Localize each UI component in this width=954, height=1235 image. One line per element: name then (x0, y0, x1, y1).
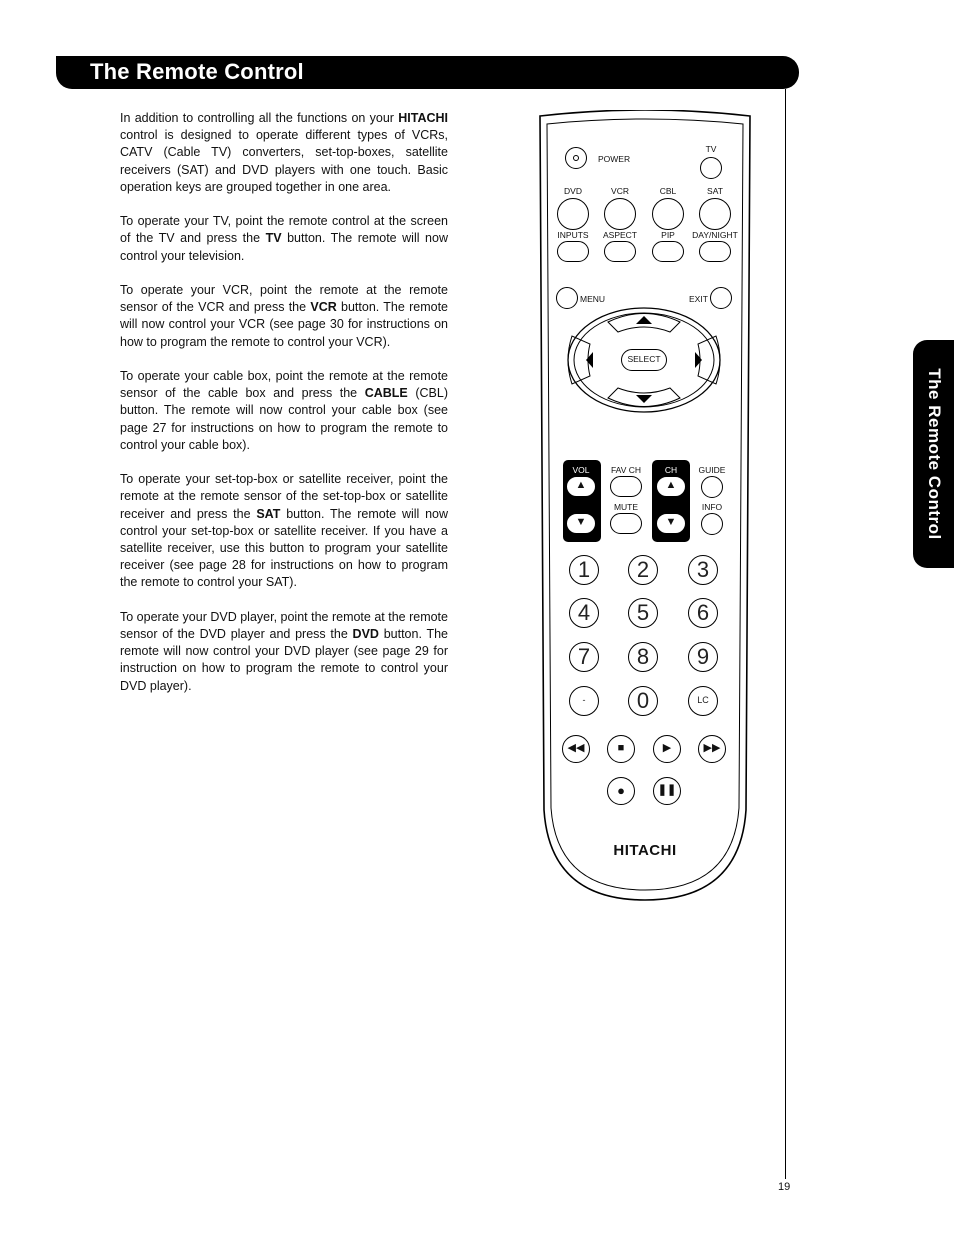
aspect-label: ASPECT (602, 230, 638, 240)
inputs-label: INPUTS (557, 230, 589, 240)
pip-label: PIP (661, 230, 675, 240)
sat-label: SAT (707, 186, 723, 196)
pause-icon[interactable]: ❚❚ (653, 777, 681, 805)
digit-1-button[interactable]: 1 (569, 555, 599, 585)
vol-down-button[interactable]: ▼ (566, 513, 596, 534)
mute-button[interactable] (610, 513, 642, 534)
tv-button[interactable] (700, 157, 722, 179)
fav-ch-label: FAV CH (610, 465, 642, 475)
vol-up-button[interactable]: ▲ (566, 476, 596, 497)
down-arrow-icon[interactable] (624, 388, 664, 412)
vol-label: VOL (572, 465, 590, 475)
digit-5-button[interactable]: 5 (628, 598, 658, 628)
ch-up-button[interactable]: ▲ (656, 476, 686, 497)
lc-button[interactable]: LC (688, 686, 718, 716)
dash-button[interactable]: - (569, 686, 599, 716)
rewind-icon[interactable]: ◀◀ (562, 735, 590, 763)
fast-forward-icon[interactable]: ▶▶ (698, 735, 726, 763)
power-icon (573, 155, 579, 161)
cbl-label: CBL (659, 186, 677, 196)
cbl-button[interactable] (652, 198, 684, 230)
menu-label: MENU (580, 294, 606, 304)
vertical-rule (785, 89, 786, 1179)
paragraph: To operate your TV, point the remote control at the screen of the TV and press the TV button. The remote will now control your television. (120, 214, 448, 263)
guide-button[interactable] (701, 476, 723, 498)
day-night-label: DAY/NIGHT (692, 230, 738, 240)
side-tab (913, 340, 954, 568)
digit-7-button[interactable]: 7 (569, 642, 599, 672)
ch-down-button[interactable]: ▼ (656, 513, 686, 534)
inputs-button[interactable] (557, 241, 589, 262)
dvd-button[interactable] (557, 198, 589, 230)
exit-label: EXIT (689, 294, 708, 304)
tv-label: TV (705, 144, 717, 154)
dvd-label: DVD (564, 186, 582, 196)
aspect-button[interactable] (604, 241, 636, 262)
paragraph: To operate your cable box, point the remote at the remote sensor of the cable box and press the CABLE (CBL) button. The remote will now control your cable box (see page 27 for instructions on how to program the remote to control your cable box). (120, 369, 448, 452)
page-number: 19 (778, 1181, 791, 1193)
select-button[interactable]: SELECT (621, 349, 667, 371)
remote-illustration (530, 110, 760, 910)
paragraph: To operate your set-top-box or satellite receiver, point the remote at the remote sensor of the set-top-box or satellite receiver and press the SAT button. The remote will now control your set-top-box or satellite receiver. If you have a satellite receiver, use this button to program your satellite receiver (see page 28 for instructions on how to program the remote to control your SAT). (120, 472, 448, 590)
remote-brand-logo: HITACHI (613, 842, 677, 859)
vcr-button[interactable] (604, 198, 636, 230)
day-night-button[interactable] (699, 241, 731, 262)
digit-3-button[interactable]: 3 (688, 555, 718, 585)
exit-button[interactable] (710, 287, 732, 309)
paragraph: In addition to controlling all the functions on your HITACHI control is designed to operate different types of VCRs, CATV (Cable TV) converters, set-top-boxes, satellite receivers (SAT) and DVD players with one touch. Basic operation keys are grouped together in one area. (120, 111, 448, 194)
side-tab-label: The Remote Control (924, 368, 944, 540)
digit-0-button[interactable]: 0 (628, 686, 658, 716)
page-header (56, 56, 799, 89)
stop-icon[interactable]: ■ (607, 735, 635, 763)
digit-6-button[interactable]: 6 (688, 598, 718, 628)
left-arrow-icon[interactable] (570, 340, 592, 380)
digit-8-button[interactable]: 8 (628, 642, 658, 672)
paragraph: To operate your DVD player, point the remote at the remote sensor of the DVD player and press the DVD button. The remote will now control your DVD player (see page 29 for instruction on how to program the remote to control your DVD player). (120, 609, 448, 693)
paragraph: To operate your VCR, point the remote at the remote sensor of the VCR and press the VCR button. The remote will now control your VCR (see page 30 for instructions on how to program the remote to control your VCR). (120, 283, 448, 349)
pip-button[interactable] (652, 241, 684, 262)
info-button[interactable] (701, 513, 723, 535)
digit-4-button[interactable]: 4 (569, 598, 599, 628)
menu-button[interactable] (556, 287, 578, 309)
vcr-label: VCR (611, 186, 629, 196)
record-icon[interactable]: ● (607, 777, 635, 805)
power-label: POWER (598, 154, 631, 164)
mute-label: MUTE (613, 502, 639, 512)
digit-2-button[interactable]: 2 (628, 555, 658, 585)
page-title: The Remote Control (90, 59, 304, 84)
digit-9-button[interactable]: 9 (688, 642, 718, 672)
sat-button[interactable] (699, 198, 731, 230)
fav-ch-button[interactable] (610, 476, 642, 497)
play-icon[interactable]: ▶ (653, 735, 681, 763)
up-arrow-icon[interactable] (624, 308, 664, 332)
guide-label: GUIDE (698, 465, 726, 475)
info-label: INFO (701, 502, 723, 512)
ch-label: CH (664, 465, 678, 475)
body-text (120, 110, 448, 712)
right-arrow-icon[interactable] (696, 340, 718, 380)
